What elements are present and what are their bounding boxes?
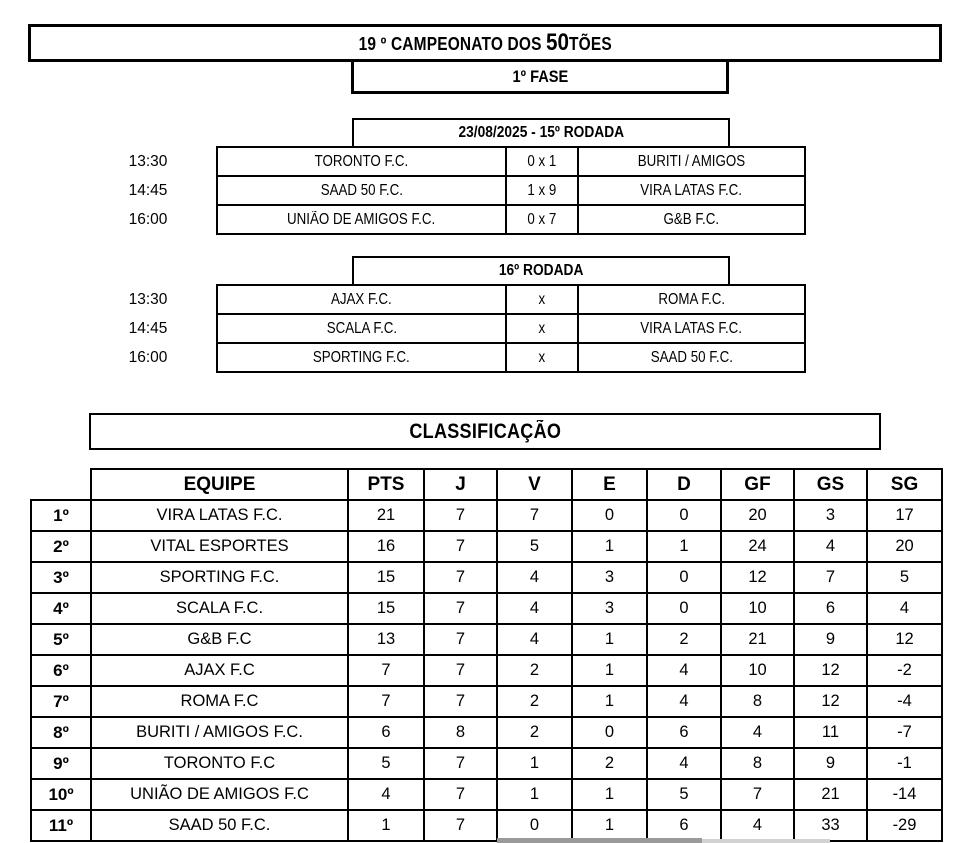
team-v: 4: [497, 624, 572, 655]
column-header-pts: PTS: [348, 469, 424, 500]
team-gs: 7: [794, 562, 867, 593]
team-d: 2: [647, 624, 721, 655]
team-position: 1º: [31, 500, 91, 531]
round-16-table: [80, 284, 806, 373]
team-pts: 6: [348, 717, 424, 748]
column-header-j: J: [424, 469, 497, 500]
match-away-team: SAAD 50 F.C.: [578, 343, 805, 372]
column-header-equipe: EQUIPE: [91, 469, 348, 500]
team-v: 1: [497, 748, 572, 779]
team-gs: 3: [794, 500, 867, 531]
match-row: [80, 343, 805, 372]
team-pts: 4: [348, 779, 424, 810]
match-score: x: [506, 285, 578, 314]
team-e: 1: [572, 624, 647, 655]
round-16-header: 16º RODADA: [352, 256, 730, 286]
team-name: TORONTO F.C: [91, 748, 348, 779]
team-gs: 12: [794, 655, 867, 686]
team-sg: -7: [867, 717, 942, 748]
match-time: 16:00: [128, 348, 168, 366]
match-time: 14:45: [128, 319, 168, 337]
team-pts: 15: [348, 562, 424, 593]
match-score: 0 x 7: [506, 205, 578, 234]
match-row: [80, 314, 805, 343]
team-pts: 21: [348, 500, 424, 531]
team-sg: -14: [867, 779, 942, 810]
match-row: [80, 147, 805, 176]
team-position: 4º: [31, 593, 91, 624]
classification-header-row: [31, 469, 942, 500]
team-position: 9º: [31, 748, 91, 779]
phase-box: [351, 62, 729, 94]
next-section-bar-fragment: [497, 838, 702, 843]
classification-row: [31, 717, 942, 748]
team-position: 6º: [31, 655, 91, 686]
team-j: 7: [424, 531, 497, 562]
match-score: 0 x 1: [506, 147, 578, 176]
team-position: 8º: [31, 717, 91, 748]
team-sg: 17: [867, 500, 942, 531]
team-gf: 24: [721, 531, 794, 562]
team-gf: 10: [721, 655, 794, 686]
match-score: x: [506, 314, 578, 343]
team-sg: 5: [867, 562, 942, 593]
team-name: SCALA F.C.: [91, 593, 348, 624]
team-sg: -1: [867, 748, 942, 779]
team-v: 5: [497, 531, 572, 562]
match-row: [80, 205, 805, 234]
match-home-team: AJAX F.C.: [217, 285, 506, 314]
team-gs: 11: [794, 717, 867, 748]
team-j: 7: [424, 655, 497, 686]
team-j: 7: [424, 748, 497, 779]
team-v: 2: [497, 655, 572, 686]
match-row: [80, 176, 805, 205]
team-gf: 8: [721, 686, 794, 717]
match-time: 16:00: [128, 210, 168, 228]
match-time: 13:30: [128, 152, 168, 170]
team-sg: -2: [867, 655, 942, 686]
team-gs: 9: [794, 748, 867, 779]
team-v: 2: [497, 686, 572, 717]
team-e: 3: [572, 593, 647, 624]
team-d: 1: [647, 531, 721, 562]
phase-label: 1º FASE: [512, 66, 568, 86]
team-gf: 4: [721, 810, 794, 841]
team-d: 0: [647, 500, 721, 531]
team-gf: 10: [721, 593, 794, 624]
team-position: 7º: [31, 686, 91, 717]
column-header-d: D: [647, 469, 721, 500]
team-pts: 1: [348, 810, 424, 841]
team-d: 4: [647, 655, 721, 686]
column-header-gf: GF: [721, 469, 794, 500]
classification-row: [31, 624, 942, 655]
team-v: 7: [497, 500, 572, 531]
team-j: 7: [424, 624, 497, 655]
match-away-team: G&B F.C.: [578, 205, 805, 234]
team-name: SPORTING F.C.: [91, 562, 348, 593]
team-position: 11º: [31, 810, 91, 841]
match-time: 13:30: [128, 290, 168, 308]
match-row: [80, 285, 805, 314]
classification-row: [31, 810, 942, 841]
team-e: 1: [572, 810, 647, 841]
team-d: 6: [647, 810, 721, 841]
team-name: AJAX F.C: [91, 655, 348, 686]
team-e: 2: [572, 748, 647, 779]
team-name: BURITI / AMIGOS F.C.: [91, 717, 348, 748]
team-position: 5º: [31, 624, 91, 655]
match-time: 14:45: [128, 181, 168, 199]
match-away-team: VIRA LATAS F.C.: [578, 314, 805, 343]
team-gf: 21: [721, 624, 794, 655]
team-d: 6: [647, 717, 721, 748]
team-e: 1: [572, 531, 647, 562]
team-name: VITAL ESPORTES: [91, 531, 348, 562]
team-pts: 5: [348, 748, 424, 779]
classification-row: [31, 655, 942, 686]
team-sg: 20: [867, 531, 942, 562]
classification-title-box: [89, 413, 881, 450]
classification-table: [30, 468, 943, 842]
team-e: 0: [572, 500, 647, 531]
team-gs: 33: [794, 810, 867, 841]
team-j: 7: [424, 686, 497, 717]
team-sg: 12: [867, 624, 942, 655]
team-gs: 6: [794, 593, 867, 624]
team-v: 4: [497, 562, 572, 593]
team-e: 3: [572, 562, 647, 593]
round-15-header: 23/08/2025 - 15º RODADA: [352, 118, 730, 148]
championship-title: 19 º CAMPEONATO DOS 50TÕES: [358, 29, 612, 56]
classification-row: [31, 500, 942, 531]
position-header-spacer: [31, 469, 91, 500]
team-position: 2º: [31, 531, 91, 562]
team-d: 5: [647, 779, 721, 810]
team-d: 4: [647, 686, 721, 717]
team-j: 8: [424, 717, 497, 748]
match-home-team: TORONTO F.C.: [217, 147, 506, 176]
match-away-team: BURITI / AMIGOS: [578, 147, 805, 176]
team-gs: 4: [794, 531, 867, 562]
classification-title: CLASSIFICAÇÃO: [409, 419, 561, 443]
match-home-team: SAAD 50 F.C.: [217, 176, 506, 205]
classification-row: [31, 779, 942, 810]
column-header-v: V: [497, 469, 572, 500]
next-section-bar-fragment-light: [702, 839, 830, 843]
classification-row: [31, 593, 942, 624]
team-sg: -4: [867, 686, 942, 717]
championship-title-box: [28, 24, 942, 62]
team-name: SAAD 50 F.C.: [91, 810, 348, 841]
team-pts: 16: [348, 531, 424, 562]
team-name: ROMA F.C: [91, 686, 348, 717]
column-header-e: E: [572, 469, 647, 500]
team-gs: 9: [794, 624, 867, 655]
team-e: 1: [572, 686, 647, 717]
team-gf: 4: [721, 717, 794, 748]
match-away-team: ROMA F.C.: [578, 285, 805, 314]
team-gf: 7: [721, 779, 794, 810]
match-score: x: [506, 343, 578, 372]
round-15-table: [80, 146, 806, 235]
team-j: 7: [424, 562, 497, 593]
team-j: 7: [424, 810, 497, 841]
team-gf: 12: [721, 562, 794, 593]
column-header-gs: GS: [794, 469, 867, 500]
team-gf: 8: [721, 748, 794, 779]
match-away-team: VIRA LATAS F.C.: [578, 176, 805, 205]
team-v: 4: [497, 593, 572, 624]
team-d: 0: [647, 562, 721, 593]
team-pts: 7: [348, 686, 424, 717]
team-gs: 12: [794, 686, 867, 717]
team-e: 0: [572, 717, 647, 748]
team-e: 1: [572, 779, 647, 810]
classification-row: [31, 562, 942, 593]
team-v: 1: [497, 779, 572, 810]
team-j: 7: [424, 500, 497, 531]
classification-row: [31, 686, 942, 717]
match-home-team: SCALA F.C.: [217, 314, 506, 343]
classification-row: [31, 748, 942, 779]
team-j: 7: [424, 593, 497, 624]
team-position: 10º: [31, 779, 91, 810]
column-header-sg: SG: [867, 469, 942, 500]
team-gs: 21: [794, 779, 867, 810]
match-score: 1 x 9: [506, 176, 578, 205]
team-e: 1: [572, 655, 647, 686]
team-sg: -29: [867, 810, 942, 841]
team-pts: 15: [348, 593, 424, 624]
team-pts: 7: [348, 655, 424, 686]
team-name: UNIÃO DE AMIGOS F.C: [91, 779, 348, 810]
team-d: 4: [647, 748, 721, 779]
team-sg: 4: [867, 593, 942, 624]
team-gf: 20: [721, 500, 794, 531]
team-j: 7: [424, 779, 497, 810]
team-pts: 13: [348, 624, 424, 655]
team-v: 2: [497, 717, 572, 748]
match-home-team: UNIÃO DE AMIGOS F.C.: [217, 205, 506, 234]
match-home-team: SPORTING F.C.: [217, 343, 506, 372]
title-number-50: 50: [545, 29, 569, 56]
team-name: G&B F.C: [91, 624, 348, 655]
team-name: VIRA LATAS F.C.: [91, 500, 348, 531]
team-position: 3º: [31, 562, 91, 593]
classification-row: [31, 531, 942, 562]
team-d: 0: [647, 593, 721, 624]
team-v: 0: [497, 810, 572, 841]
